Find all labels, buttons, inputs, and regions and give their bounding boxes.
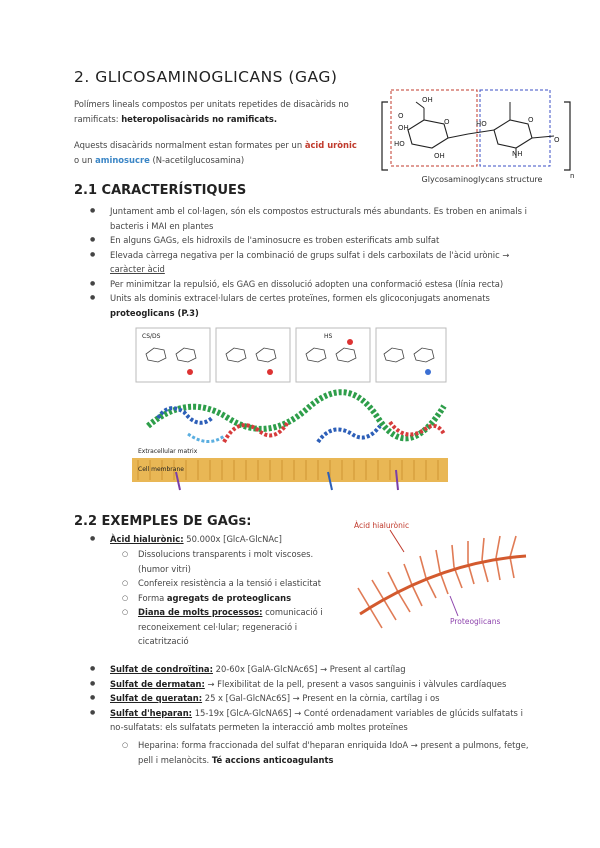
- heparan-sublist: [118, 738, 532, 767]
- page-title: 2. GLICOSAMINOGLICANS (GAG): [74, 68, 338, 86]
- list-item: ● Elevada càrrega negativa per la combinació de grups sulfat i dels carboxilats de l'àcid urònic → caràcter àcid: [86, 248, 528, 277]
- hyaluronic-sublist: [118, 547, 340, 649]
- intro-text-a: Aquests disacàrids normalment estan formates per un: [74, 140, 303, 150]
- label-oh-top: OH: [422, 96, 433, 104]
- inset-disaccharide-4: [376, 328, 446, 382]
- label-extracellular-matrix: Extracellular matrix: [138, 448, 198, 455]
- proteoglycan-bristles: [358, 536, 516, 628]
- label-nh: NH: [512, 150, 523, 158]
- aminosugar-term: aminosucre: [95, 155, 150, 165]
- proteoglycan-membrane-figure: [128, 322, 450, 494]
- list-item: ● Per minimitzar la repulsió, els GAG en dissolució adopten una conformació estesa (línia recta): [86, 277, 528, 292]
- label-hyaluronic-acid: Àcid hialurònic: [354, 521, 410, 530]
- label-hs: HS: [324, 333, 333, 340]
- list-item: ● Units als dominis extracel·lulars de certes proteïnes, formen els glicoconjugats anomenats proteoglicans (P.3): [86, 291, 528, 320]
- aminosugar-ring: [494, 120, 532, 148]
- bracket-left: [382, 102, 388, 170]
- list-item-hyaluronic: ● Àcid hialurònic: 50.000x [GlcA-GlcNAc]: [86, 532, 348, 547]
- section-heading-characteristics: 2.1 CARACTERÍSTIQUES: [74, 183, 247, 198]
- list-item: ● En alguns GAGs, els hidroxils de l'aminosucre es troben esterificats amb sulfat: [86, 233, 528, 248]
- gag-structure-figure: [378, 82, 578, 190]
- intro-text-c: (N-acetilglucosamina): [152, 155, 245, 165]
- uronic-acid-term: àcid urònic: [304, 140, 357, 150]
- label-o-carboxyl: O: [398, 112, 404, 120]
- hyaluronic-list: [86, 532, 348, 547]
- label-cell-membrane: Cell membrane: [138, 466, 184, 473]
- intro-text-b: o un: [74, 155, 93, 165]
- characteristics-list: [86, 204, 528, 320]
- intro-bold: heteropolisacàrids no ramificats.: [121, 114, 278, 124]
- list-item-keratan: ● Sulfat de queratan: 25 x [Gal-GlcNAc6S] → Present en la còrnia, cartílag i os: [86, 691, 532, 706]
- proteoglycan-aggregate-figure: [350, 516, 530, 638]
- label-oh-left: OH: [398, 124, 409, 132]
- list-item-dermatan: ● Sulfat de dermatan: → Flexibilitat de la pell, present a vasos sanguinis i vàlvules cardíaques: [86, 677, 532, 692]
- list-item: ● Juntament amb el col·lagen, són els compostos estructurals més abundants. Es troben en animals i bacteris i MAI en plantes: [86, 204, 528, 233]
- list-item: ○ Diana de molts processos: comunicació i reconeixement cel·lular; regeneració i cicatrització: [118, 605, 340, 649]
- acid-character-term: caràcter àcid: [110, 264, 165, 274]
- section-heading-examples: 2.2 EXEMPLES DE GAGs:: [74, 514, 252, 529]
- sulfates-list: [86, 662, 532, 735]
- label-proteoglycans: Proteoglicans: [450, 617, 501, 626]
- list-item: ○ Forma agregats de proteoglicans: [118, 591, 340, 606]
- label-ring-o-2: O: [528, 116, 534, 124]
- label-oh-bottom: OH: [434, 152, 445, 160]
- inset-hs: [296, 328, 370, 382]
- label-o-link: O: [554, 136, 560, 144]
- uronic-ring: [408, 120, 448, 148]
- label-ho-left: HO: [394, 140, 405, 148]
- intro-paragraph-1: [74, 97, 364, 127]
- intro-paragraph-2: [74, 138, 364, 168]
- label-ho-mid: HO: [476, 120, 487, 128]
- label-cs-ds: CS/DS: [142, 333, 161, 340]
- list-item-chondroitin: ● Sulfat de condroïtina: 20-60x [GalA-GlcNAc6S] → Present al cartílag: [86, 662, 532, 677]
- bracket-right: [564, 102, 570, 170]
- list-item-heparan: ● Sulfat d'heparan: 15-19x [GlcA-GlcNA6S] → Conté ordenadament variables de glúcids sulfatats i no-sulfatats: els sulfatats permeten la interacció amb moltes proteïnes: [86, 706, 532, 735]
- label-n: n: [570, 172, 575, 180]
- inset-disaccharide-2: [216, 328, 290, 382]
- intro-text: Polímers lineals compostos per unitats repetides de disacàrids no ramificats:: [74, 99, 349, 124]
- list-item: ○ Confereix resistència a la tensió i elasticitat: [118, 576, 340, 591]
- structure-caption: Glycosaminoglycans structure: [421, 175, 543, 184]
- hyaluronic-backbone: [360, 556, 526, 614]
- proteoglycans-term: proteoglicans (P.3): [110, 307, 199, 318]
- list-item-heparin: ○ Heparina: forma fraccionada del sulfat d'heparan enriquida IdoA → present a pulmons, fetge, pell i melanòcits. Té accions anticoagulants: [118, 738, 532, 767]
- list-item: ○ Dissolucions transparents i molt viscoses. (humor vitri): [118, 547, 340, 576]
- label-ring-o: O: [444, 118, 450, 126]
